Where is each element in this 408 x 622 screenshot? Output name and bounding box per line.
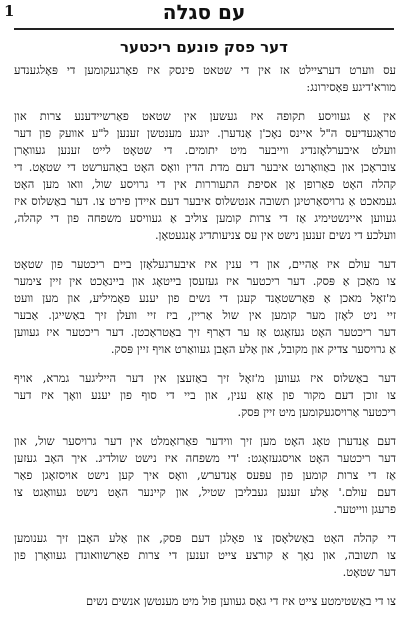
text-line: דער ריכטער האָט אויסגעזאָגט: 'די משפחה איז נישט שולדיג. איך האָב געזען bbox=[14, 451, 396, 465]
body-text bbox=[14, 62, 396, 622]
text-line: געמאכט אַ גרויסאַרטיגן תשובה אנטשלוס איבער דעם איידן פירט צו. דער באַשלוס איז bbox=[14, 194, 396, 208]
article-title: דער פסק פונעם ריכטער bbox=[119, 38, 288, 56]
paragraph bbox=[14, 593, 396, 610]
text-line: וועלכע די נשים זענען נישט אין עס צניעותדיג אָנגעטאָן. bbox=[154, 228, 396, 242]
text-line: די קהלה האָט באַשלאָסן צו פאָלגן דעם פּסק, און אַלע האָבן זיך גענומען bbox=[14, 531, 396, 545]
text-line: געווען איינשטימיג אַז די צרות קומען צוליב אַ געוויסע משפחה פון די קהלה, bbox=[14, 211, 396, 225]
paragraph bbox=[14, 256, 396, 358]
text-line: אין אַ געוויסע תקופה איז געשען אין שטאט פאַרשיידענע צרות און bbox=[14, 109, 396, 123]
running-title: עם סגלה bbox=[162, 0, 246, 24]
header-rule bbox=[14, 28, 394, 30]
text-line: זיי ניט לאָזן מער קומען אין שול אַריין, ביז זיי וועלן זיך באַשייגן. אַבער bbox=[14, 308, 396, 322]
paragraph bbox=[14, 530, 396, 581]
page-number: 1 bbox=[4, 2, 15, 20]
text-line: טראַגעדיעס ה"ל איינס נאָכ'ן אַנדערן. יונגע מענטשן זענען ל"ע אוועק פון דער bbox=[14, 126, 396, 140]
text-line: צו מאַכן אַ פּסק. דער ריכטער איז געזעסן בייטאָג און ביינאַכט אין זיין צימער bbox=[14, 274, 396, 288]
text-line: פרעגן ווייטער. bbox=[333, 502, 396, 516]
paragraph bbox=[14, 370, 396, 421]
paragraph bbox=[14, 433, 396, 518]
text-line: דער ריכטער האָט געזאָגט אַז ער דאַרף זיך באַטראַכטן. דער ריכטער איז געווען bbox=[14, 325, 396, 339]
text-line: דער שטאָט. bbox=[342, 565, 396, 579]
text-line: קהלה האָט פאַרופן אַן אסיפת התעוררות אין די גרויסע שול, וואו מען האָט bbox=[14, 177, 396, 191]
paragraph bbox=[14, 62, 396, 96]
paragraph bbox=[14, 108, 396, 244]
text-line: אַ גרויסער צדיק און מקובל, און אַלע האָבן געוואַרט אויף זיין פּסק. bbox=[110, 342, 396, 356]
text-line: דעם עולם.' אַלע זענען געבליבן שטיל, און קיינער האָט נישט געוואַגט צו bbox=[14, 485, 396, 499]
text-line: מורא'דיגע פּאַסירונג: bbox=[306, 80, 396, 94]
text-line: ריכטער אַרויסגעקומען מיט זיין פּסק. bbox=[237, 405, 396, 419]
text-line: עס ווערט דערציילט אז אין די שטאט פינסק איז פאָרגעקומען די פּאָלגענדע bbox=[14, 63, 396, 77]
text-line: אַז די צרות קומען פון עפּעס אַנדערש, וואָס איך קען נישט אויסזאָגן פאַר bbox=[14, 468, 396, 482]
text-line: דער עולם איז אַהיים, און די ענין איז איבערגעלאָזן ביים ריכטער פון שטאָט bbox=[14, 257, 396, 271]
text-line: דעם אַנדערן טאָג האָט מען זיך ווידער פאַרזאַמלט אין דער גרויסער שול, און bbox=[14, 434, 396, 448]
text-line: צו די באַשטימטע צייט איז די גאַס געווען פול מיט מענטשן אנשים נשים bbox=[85, 594, 396, 608]
text-line: צו זוכן דעם מקור פון אַזאַ ענין, און ביי די סוף פון יענע וואָך איז דער bbox=[14, 388, 396, 402]
text-line: מ'זאָל מאכן אַ פאַרשטאַנד קעגן די נשים פון יענע פאַמיליע, און מען וועט bbox=[14, 291, 396, 305]
text-line: דער באַשלוס איז געווען מ'זאָל זיך באַזעצן אין דער הייליגער גמרא, אויף bbox=[14, 371, 396, 385]
text-line: וועלט איבערלאָזנדיג ווייבער מיט יתומים. די שטאָט לייט זענען געוואָרן bbox=[14, 143, 396, 157]
text-line: צובראָכן און באַוואָרנט איבער דעם מדת הדין וואָס האָט באַהערשט די שטאָט. די bbox=[14, 160, 396, 174]
text-line: צו תשובה, און נאָך אַ קורצע צייט זענען די צרות פאַרשוואונדן געוואָרן פון bbox=[14, 548, 396, 562]
